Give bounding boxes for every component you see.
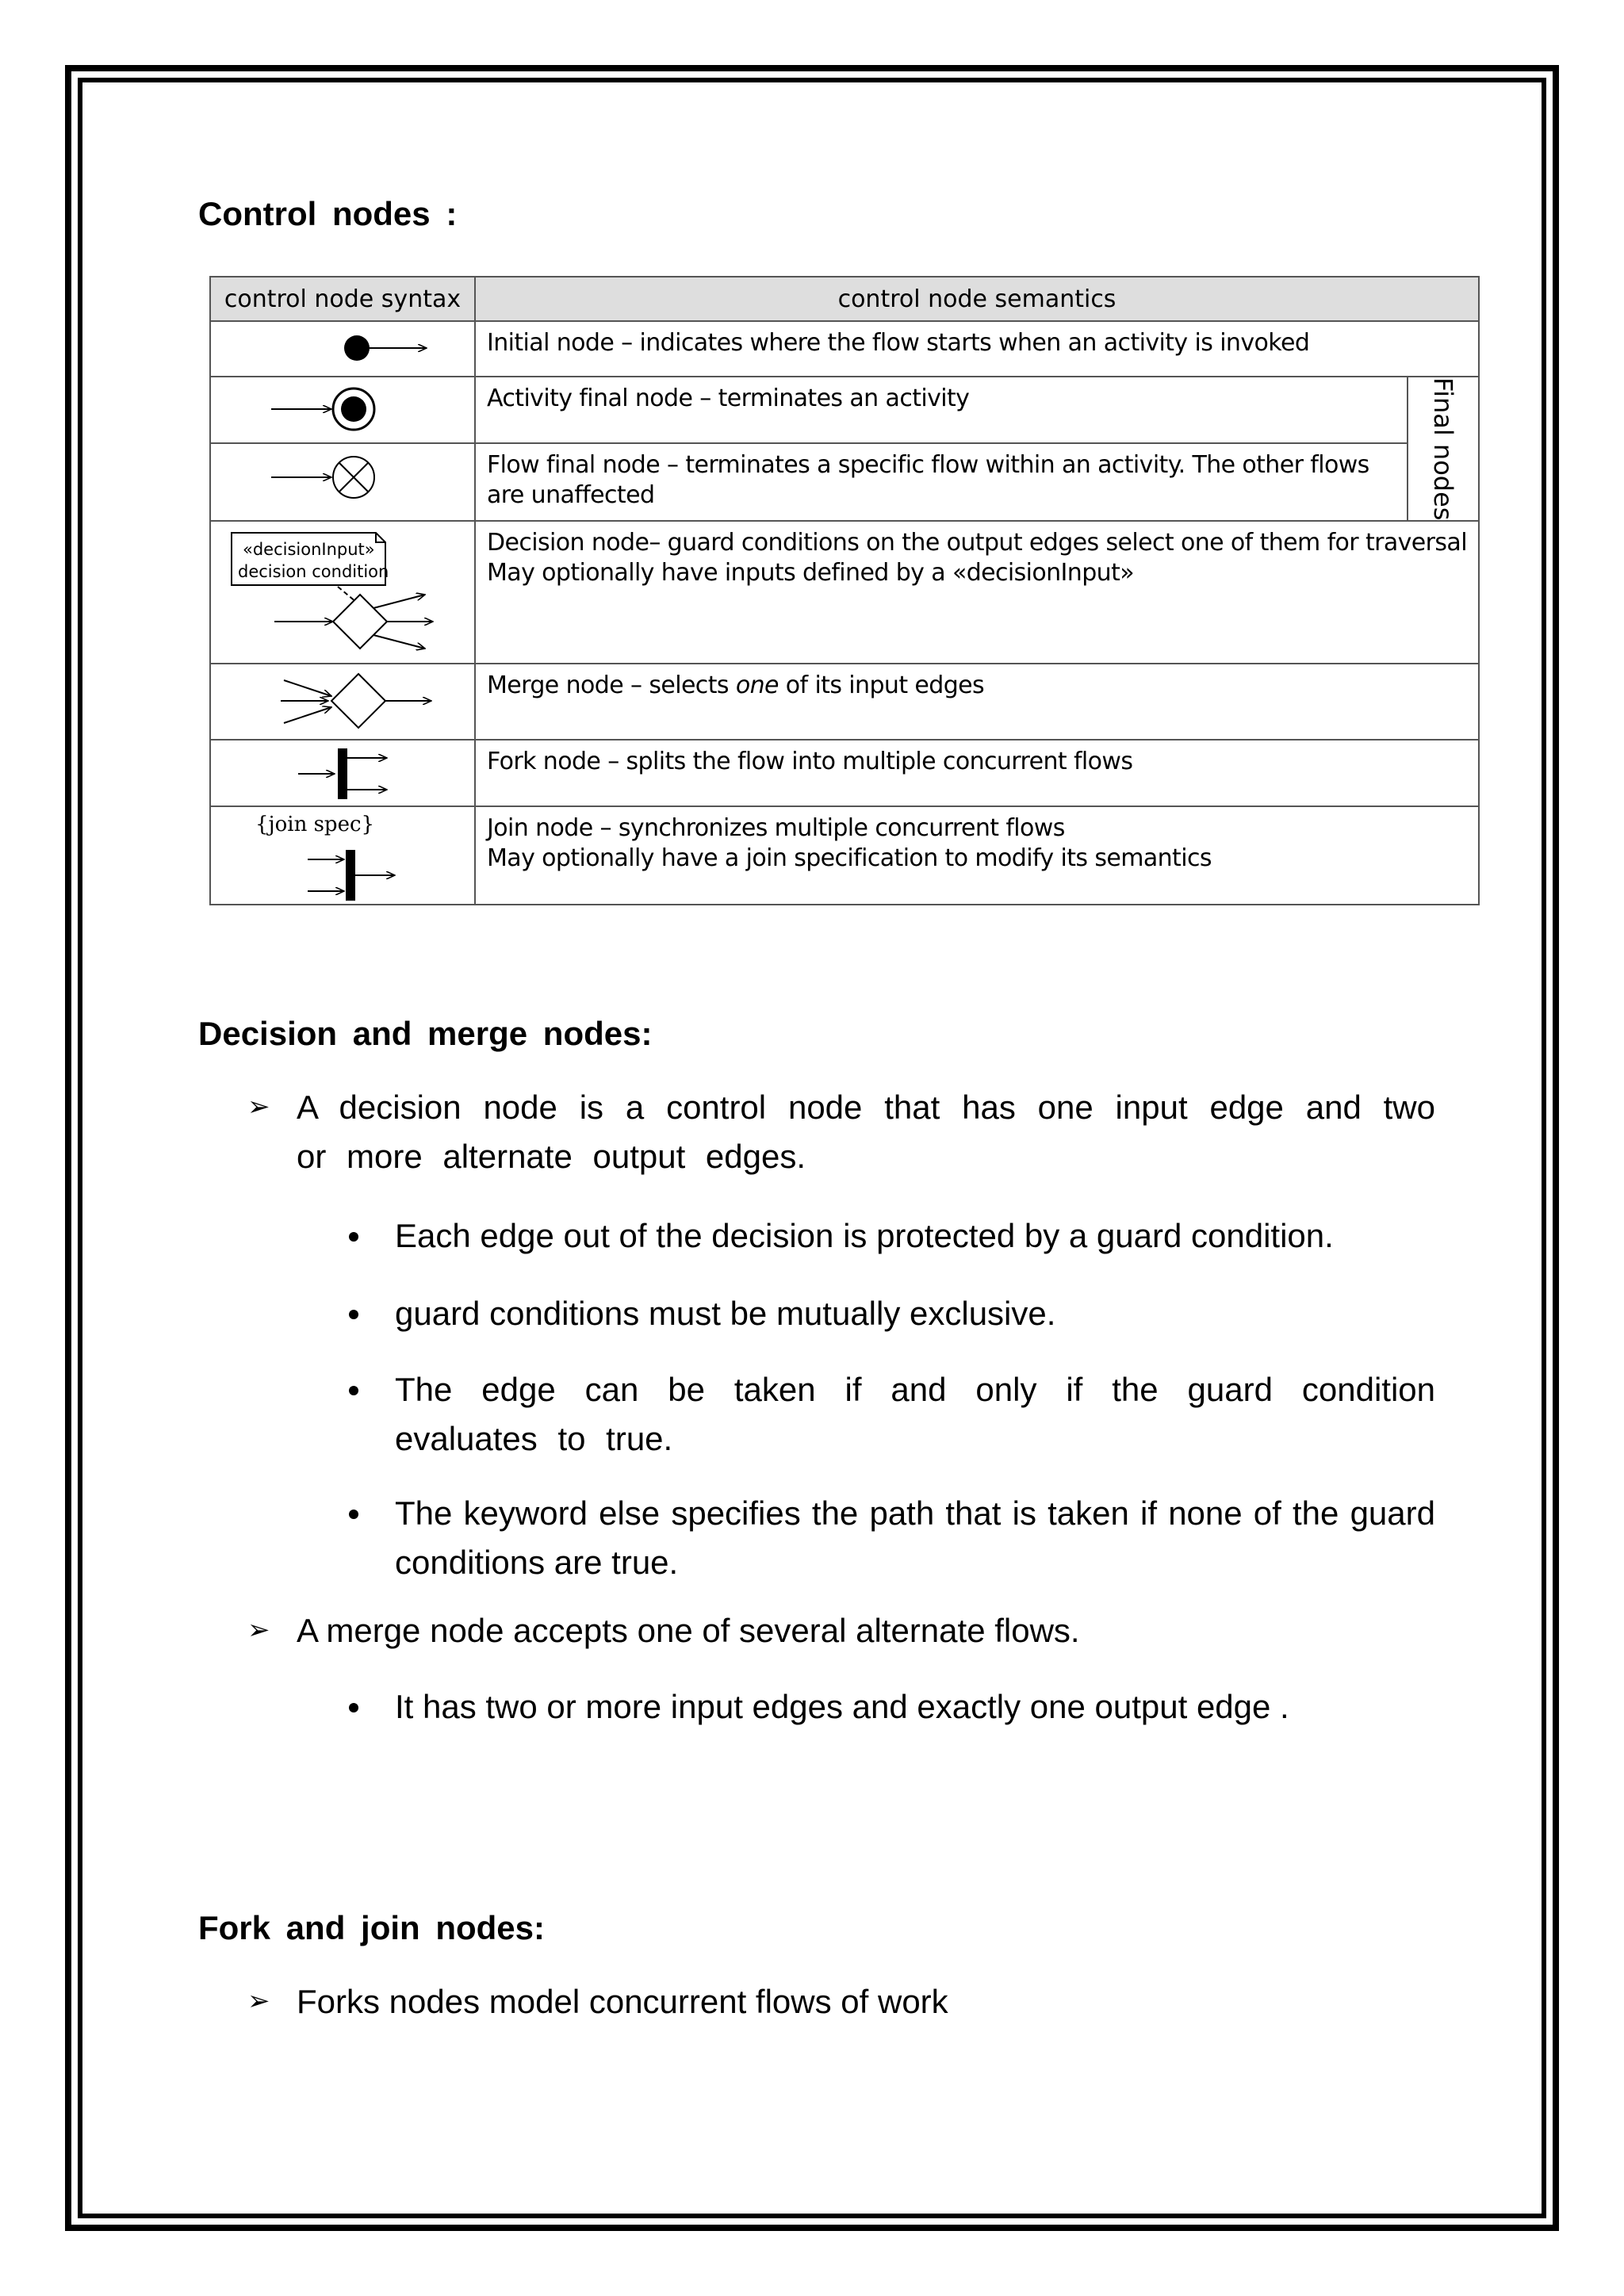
fork-node-text: Fork node – splits the flow into multiple concurrent flows [475,740,1479,806]
initial-node-text: Initial node – indicates where the flow starts when an activity is invoked [475,321,1479,377]
merge-node-text: Merge node – selects one of its input edges [475,664,1479,740]
join-node-line2: May optionally have a join specification to modify its semantics [487,844,1212,873]
bullet-dot-icon [349,1510,358,1519]
decision-node-line2: May optionally have inputs defined by a «decisionInput» [487,559,1134,587]
join-node-line1: Join node – synchronizes multiple concurrent flows [487,814,1065,843]
merge-node-symbol [210,664,475,740]
decision-sub-1: Each edge out of the decision is protected by a guard condition. [395,1217,1334,1254]
join-node-text [475,806,1479,905]
header-semantics: control node semantics [475,277,1479,321]
header-syntax: control node syntax [210,277,475,321]
merge-bullet: A merge node accepts one of several alternate flows. [297,1612,1080,1649]
merge-sub-1: It has two or more input edges and exactly one output edge . [395,1688,1289,1725]
heading-decision-merge: Decision and merge nodes: [198,1015,653,1052]
activity-final-node-text: Activity final node – terminates an activity [475,377,1408,443]
arrow-bullet-icon: ➢ [247,1092,270,1122]
bullet-dot-icon [349,1310,358,1319]
bullet-dot-icon [349,1703,358,1712]
decision-sub-4: The keyword else specifies the path that is taken if none of the guard conditions are true. [395,1494,1435,1581]
bullet-dot-icon [349,1386,358,1395]
decision-condition-note: decision condition [238,562,389,582]
activity-final-node-symbol [210,377,475,443]
decision-node-text [475,521,1479,664]
heading-fork-join: Fork and join nodes: [198,1909,546,1946]
flow-final-node-symbol [210,443,475,521]
decision-input-note: «decisionInput» [243,540,375,560]
join-spec-label: {join spec} [255,813,375,837]
flow-final-node-text: Flow final node – terminates a specific flow within an activity. The other flows are unaffected [475,443,1408,521]
decision-node-line1: Decision node– guard conditions on the output edges select one of them for traversal [487,529,1467,557]
decision-node-symbol [210,521,475,664]
join-node-symbol [210,806,475,905]
fork-bullet: Forks nodes model concurrent flows of work [297,1983,948,2020]
final-nodes-label: Final nodes [1408,377,1479,521]
decision-sub-2: guard conditions must be mutually exclusive. [395,1295,1056,1332]
initial-node-symbol [210,321,475,377]
bullet-dot-icon [349,1232,358,1242]
arrow-bullet-icon: ➢ [247,1986,270,2016]
decision-bullet-1: A decision node is a control node that has one input edge and two or more alternate output edges. [297,1089,1435,1175]
control-nodes-table [209,276,1478,905]
fork-node-symbol [210,740,475,806]
heading-control-nodes: Control nodes : [198,195,458,232]
arrow-bullet-icon: ➢ [247,1615,270,1645]
decision-sub-3: The edge can be taken if and only if the guard condition evaluates to true. [395,1371,1435,1457]
